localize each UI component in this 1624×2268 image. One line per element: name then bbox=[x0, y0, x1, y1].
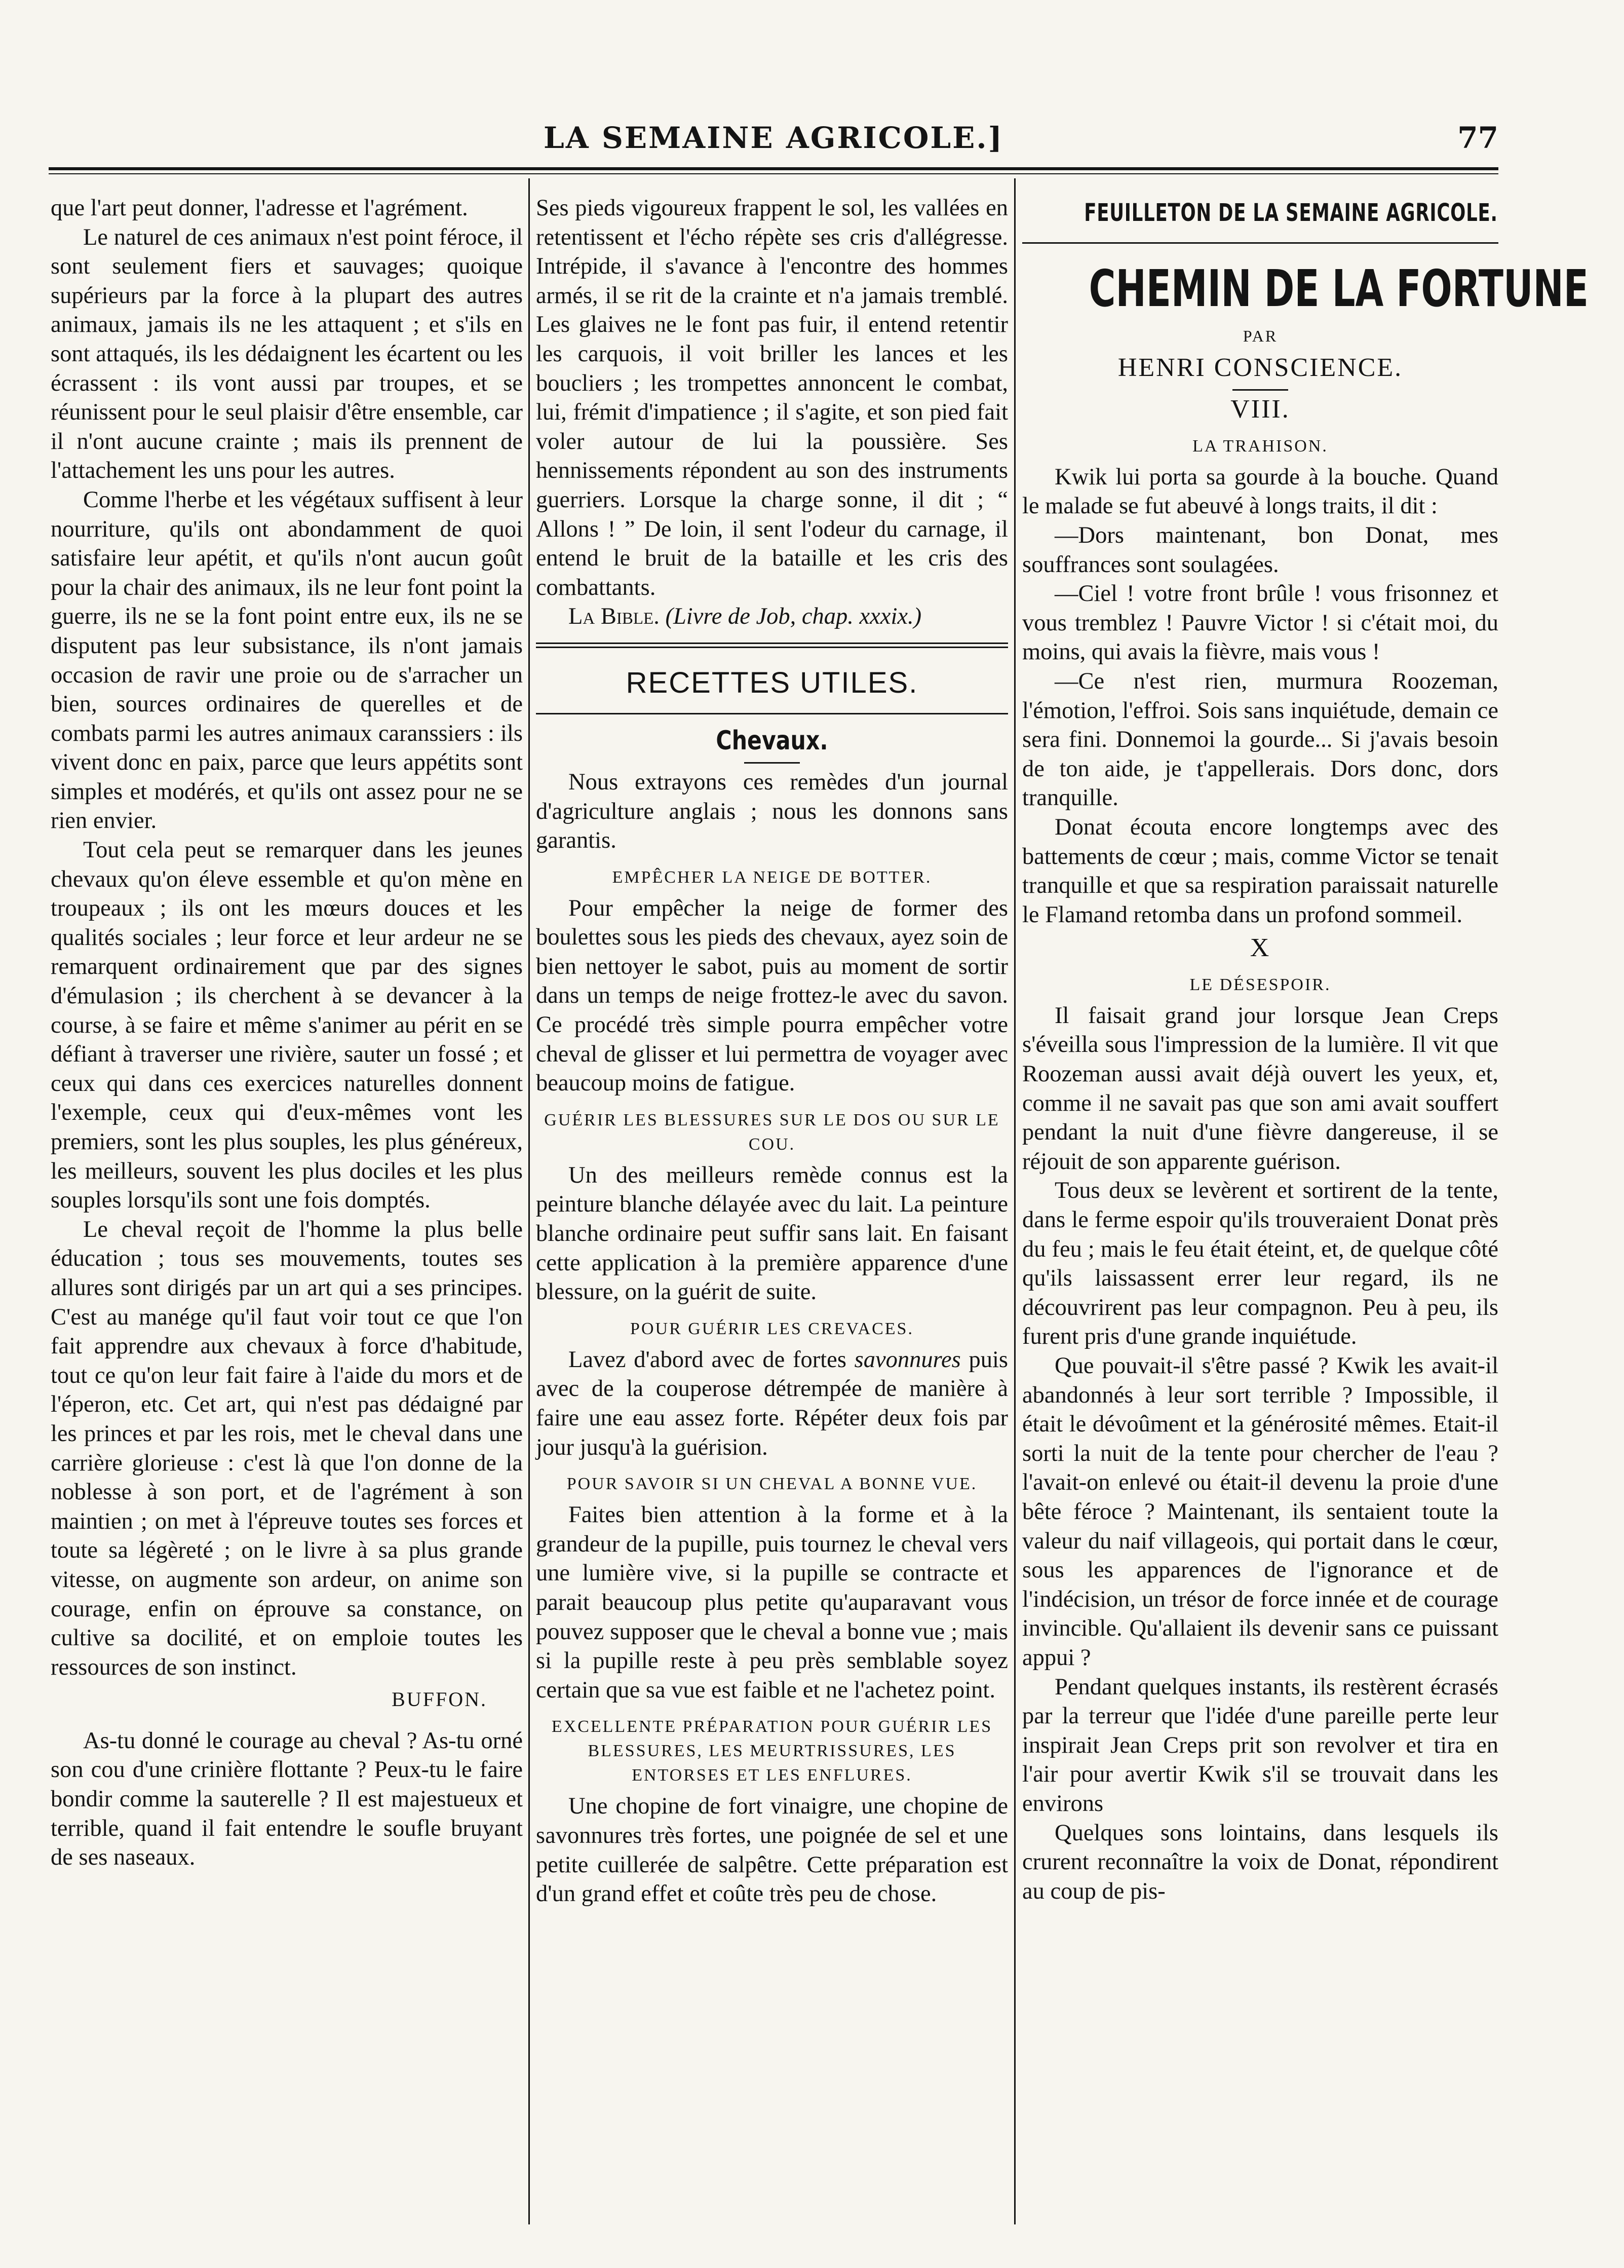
paragraph: Pendant quelques instants, ils restèrent écrasés par la terreur que l'idée d'une pareille perte leur inspirait Jean Creps prit son revolver et tira en l'air pour avertir Kwik s'il se trouvait dans les environs bbox=[1022, 1674, 1498, 1817]
column-3 bbox=[1022, 194, 1589, 2225]
recipe-text: Faites bien attention à la forme et à la grandeur de la pupille, puis tournez le cheval vers une lumière vive, si la pupille se contracte et parait beaucoup plus petite qu'auparavant vous pouvez supposer que le cheval a bonne vue ; mais si la pupille reste à peu près semblable soyez certain que sa vue est faible et ne l'achetez point. bbox=[536, 1502, 1008, 1703]
recipe-title: GUÉRIR LES BLESSURES SUR LE DOS OU SUR LE COU. bbox=[544, 1110, 1000, 1154]
feuilleton-rule bbox=[1022, 242, 1498, 244]
column-divider-2 bbox=[1014, 178, 1016, 2224]
chapter-title: LE DÉSESPOIR. bbox=[1189, 975, 1331, 994]
section-title: RECETTES UTILES. bbox=[626, 666, 918, 699]
subsection-title: Chevaux. bbox=[716, 725, 828, 756]
paragraph: Tout cela peut se remarquer dans les jeunes chevaux qu'on éleve essemble et qu'on mène en troupeaux ; ils ont les mœurs douces et les qualités sociales ; leur force et leur ardeur ne se remarquent ordinairement que par des signes d'émulasion ; ils cherchent à se devancer à la course, à se faire et même s'animer au périt en se défiant à traverser une rivière, sauter un fossé ; et ceux qui dans ces exercices naturelles donnent l'exemple, ceux qui d'eux-mêmes vont les premiers, sont les plus souples, les plus généreux, les meilleurs, souvent les plus dociles et les plus souples lorsqu'ils sont une fois domptés. bbox=[51, 837, 523, 1214]
page-header bbox=[49, 121, 1498, 165]
chapter-number: VIII. bbox=[1230, 395, 1290, 424]
recipe-title: EMPÊCHER LA NEIGE DE BOTTER. bbox=[612, 867, 932, 887]
paragraph: Kwik lui porta sa gourde à la bouche. Quand le malade se fut abeuvé à longs traits, il dit : bbox=[1022, 464, 1498, 519]
paragraph: As-tu donné le courage au cheval ? As-tu orné son cou d'une crinière flottante ? Peux-tu le faire bondir comme la sauterelle ? Il est majestueux et terrible, quand il fait entendre le soufle bruyant de ses naseaux. bbox=[51, 1727, 523, 1871]
page-number: 77 bbox=[1457, 121, 1498, 155]
paragraph: Ses pieds vigoureux frappent le sol, les vallées en retentissent et l'écho répète ses cris d'allégresse. Intrépide, il s'avance à l'encontre des hommes armés, il se rit de la crainte et n'a jamais tremblé. Les glaives ne le font pas fuir, il entend retentir les carquois, il voit briller les lances et les boucliers ; les trompettes annoncent le combat, lui, frémit d'impatience ; il s'agite, et son pied fait voler autour de lui la poussière. Ses hennissements répondent au son des instruments guerriers. Lorsque la charge sonne, il dit ; “ Allons ! ” De loin, il sent l'odeur du carnage, il entend le bruit de la bataille et les cris des combattants. bbox=[536, 195, 1008, 600]
paragraph: Donat écouta encore longtemps avec des battements de cœur ; mais, comme Victor se tenait tranquille et que sa respiration paraissait naturelle le Flamand retomba dans un profond sommeil. bbox=[1022, 814, 1498, 928]
paragraph: Il faisait grand jour lorsque Jean Creps s'éveilla sous l'impression de la lumière. Il vit que Roozeman aussi avait déjà ouvert les yeux, et, comme il ne savait pas que son ami avait souffert pendant la nuit d'une fièvre dangereuse, il se réjouit de son apparente guérison. bbox=[1022, 1002, 1498, 1175]
paragraph: Le naturel de ces animaux n'est point féroce, il sont seulement fiers et sauvages; quoique supérieurs par la force à la plupart des autres animaux, jamais ils ne les attaquent ; et s'ils en sont attaqués, ils les dédaignent les écartent ou les écrassent : ils vont aussi par troupes, et se réunissent pour le seul plaisir d'être ensemble, car il n'ont aucune crainte ; mais ils prennent de l'attachement les uns pour les autres. bbox=[51, 224, 523, 484]
by-line: PAR bbox=[1243, 327, 1278, 345]
author-name: HENRI CONSCIENCE. bbox=[1117, 353, 1403, 382]
column-2 bbox=[536, 194, 1008, 2225]
source-name: La Bible. bbox=[568, 603, 660, 630]
short-rule bbox=[1232, 389, 1288, 391]
section-rule bbox=[536, 642, 1008, 648]
recipe-text: Une chopine de fort vinaigre, une chopine de savonnures très fortes, une poignée de sel et une petite cuillerée de salpêtre. Cette préparation est d'un grand effet et coûte très peu de chose. bbox=[536, 1793, 1008, 1907]
recipe-text-italic: savonnures bbox=[854, 1346, 961, 1373]
chapter-title: LA TRAHISON. bbox=[1192, 436, 1328, 456]
bible-source bbox=[536, 602, 1008, 631]
feuilleton-heading: FEUILLETON DE LA SEMAINE AGRICOLE. bbox=[1084, 199, 1498, 227]
paragraph: Le cheval reçoit de l'homme la plus belle éducation ; tous ses mouvements, toutes ses allures sont dirigés par un art qui a ses principes. C'est au manége qu'il faut voir tout ce que l'on fait apprendre aux chevaux à force d'habitude, tout ce qu'on leur fait faire à l'aide du mors et de l'éperon, etc. Cet art, qui n'est pas dédaigné par les princes et par les rois, met le cheval dans une carrière glorieuse : c'est là que l'on donne de la noblesse à son port, et de l'agrément à son maintien ; on met à l'épreuve toutes ses forces et toute sa légèreté ; on le livre à sa plus grande vitesse, on augmente son ardeur, on anime son courage, enfin on éprouve sa constance, on cultive sa docilité, et on emploie toutes les ressources de son instinct. bbox=[51, 1216, 523, 1680]
paragraph: Tous deux se levèrent et sortirent de la tente, dans le ferme espoir qu'ils trouveraient Donat près du feu ; mais le feu était éteint, et, de quelque côté qu'ils laissassent errer leur regard, ils ne découvrirent pas leur compagnon. Peu à peu, ils furent pris d'une grande inquiétude. bbox=[1022, 1178, 1498, 1350]
paragraph: que l'art peut donner, l'adresse et l'agrément. bbox=[51, 195, 468, 221]
paragraph: Quelques sons lointains, dans lesquels ils crurent reconnaître la voix de Donat, répondirent au coup de pis- bbox=[1022, 1820, 1498, 1904]
recipe-title: POUR GUÉRIR LES CREVACES. bbox=[630, 1319, 914, 1338]
paragraph: —Ciel ! votre front brûle ! vous frisonnez et vous tremblez ! Pauvre Victor ! si c'était moi, du moins, qui avais la fièvre, mais vous ! bbox=[1022, 581, 1498, 665]
chapter-number: X bbox=[1250, 933, 1271, 963]
paragraph: —Ce n'est rien, murmura Roozeman, l'émotion, l'effroi. Sois sans inquiétude, demain ce sera fini. Donnemoi la gourde... Si j'avais besoin de ton aide, je t'appellerais. Dors donc, dors tranquille. bbox=[1022, 668, 1498, 811]
paragraph: Comme l'herbe et les végétaux suffisent à leur nourriture, qu'ils ont abondamment de quoi satisfaire leur apétit, et qu'ils n'ont aucun goût pour la chair des animaux, ils ne leur font point la guerre, ils ne se la font point entre eux, ils ne se disputent pas leur subsistance, ils n'ont jamais occasion de ravir une proie ou de s'arracher un bien, sources ordinaires de querelles et de combats parmi les autres animaux caranssiers : ils vivent donc en paix, parce que leurs appétits sont simples et modérés, et qu'ils ont assez pour ne se rien envier. bbox=[51, 486, 523, 834]
recipe-text: Pour empêcher la neige de former des boulettes sous les pieds des chevaux, ayez soin de bien nettoyer le sabot, puis au moment de sortir dans un temps de neige frottez-le avec du savon. Ce procédé très simple pourra empêcher votre cheval de glisser et lui permettra de voyager avec beaucoup moins de fatigue. bbox=[536, 895, 1008, 1097]
novel-title: CHEMIN DE LA FORTUNE bbox=[1089, 259, 1589, 318]
header-rule-thick bbox=[49, 167, 1498, 170]
section-rule-thin bbox=[536, 713, 1008, 714]
journal-title: LA SEMAINE AGRICOLE.] bbox=[544, 121, 1003, 155]
column-divider-1 bbox=[528, 178, 530, 2224]
recipe-text-part: puis avec de la couperose détrempée de manière à faire une eau assez forte. Répéter deux fois par jour jusqu'à la guérision. bbox=[536, 1346, 1008, 1460]
paragraph: —Dors maintenant, bon Donat, mes souffrances sont soulagées. bbox=[1022, 522, 1498, 578]
recipe-title: POUR SAVOIR SI UN CHEVAL A BONNE VUE. bbox=[566, 1475, 978, 1494]
source-reference: (Livre de Job, chap. xxxix.) bbox=[665, 603, 922, 630]
header-rule-thin bbox=[49, 173, 1498, 174]
paragraph: Nous extrayons ces remèdes d'un journal d'agriculture anglais ; nous les donnons sans garantis. bbox=[536, 769, 1008, 854]
column-1 bbox=[51, 194, 523, 2225]
short-rule bbox=[744, 762, 800, 764]
paragraph: Que pouvait-il s'être passé ? Kwik les avait-il abandonnés à leur sort terrible ? Impossible, il était le dévoûment et la générosité mêmes. Etait-il sorti la nuit de la tente pour chercher de l'eau ? l'avait-on enlevé ou était-il devenu la proie d'une bête féroce ? Maintenant, ils sentaient toute la valeur du naif villageois, qui portait dans le cœur, sous les apparences de l'ignorance et de l'indécision, un trésor de force innée et de courage invincible. Qu'allaient ils devenir sans ce puissant appui ? bbox=[1022, 1353, 1498, 1671]
recipe-text bbox=[536, 1345, 1008, 1462]
recipe-text: Un des meilleurs remède connus est la peinture blanche délayée avec du lait. La peinture blanche ordinaire peut suffir sans lait. En faisant cette application à la première apparence d'une blessure, on la guérit de suite. bbox=[536, 1162, 1008, 1305]
signature-buffon: BUFFON. bbox=[392, 1688, 487, 1711]
recipe-title: EXCELLENTE PRÉPARATION POUR GUÉRIR LES BLESSURES, LES MEURTRISSURES, LES ENTORSES ET LES ENFLURES. bbox=[551, 1717, 993, 1785]
recipe-text-part: Lavez d'abord avec de fortes bbox=[568, 1346, 855, 1373]
